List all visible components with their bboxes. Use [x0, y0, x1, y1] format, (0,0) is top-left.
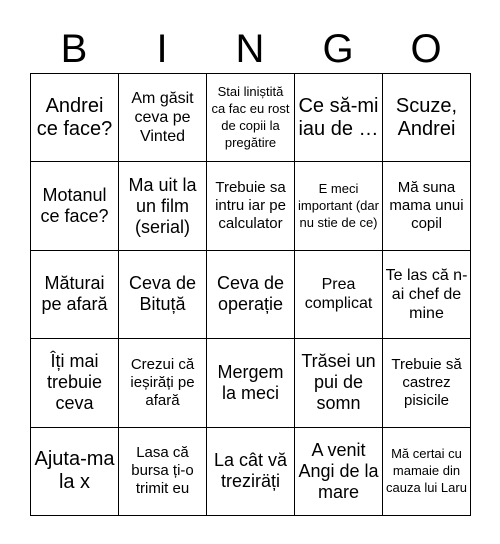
cell-text: Prea complicat: [304, 276, 373, 313]
cell-text: Îți mai trebuie ceva: [46, 351, 103, 414]
bingo-cell[interactable]: [31, 428, 119, 516]
bingo-cell[interactable]: [31, 162, 119, 250]
header-letter-b: B: [60, 27, 88, 71]
cell-text: Lasa că bursa ți-o trimit eu: [131, 444, 194, 498]
bingo-cell[interactable]: [119, 428, 207, 516]
bingo-cell[interactable]: [295, 251, 383, 339]
bingo-cell[interactable]: [119, 339, 207, 427]
cell-text: Crezui că ieșirăți pe afară: [130, 355, 195, 409]
bingo-cell[interactable]: [207, 428, 295, 516]
cell-text: Ceva de operație: [216, 273, 285, 315]
cell-text: Ceva de Bituță: [128, 273, 197, 315]
bingo-cell[interactable]: [295, 339, 383, 427]
cell-text: Stai liniștită ca fac eu rost de copii la pregătire: [211, 83, 290, 150]
bingo-cell[interactable]: [119, 162, 207, 250]
bingo-cell[interactable]: [295, 428, 383, 516]
cell-text: Mă certai cu mamaie din cauza lui Laru: [386, 445, 467, 495]
cell-text: Andrei ce face?: [36, 94, 113, 140]
cell-text: Mergem la meci: [217, 361, 284, 403]
bingo-cell[interactable]: [383, 251, 471, 339]
bingo-cell[interactable]: [31, 339, 119, 427]
bingo-cell[interactable]: [207, 251, 295, 339]
bingo-cell[interactable]: [207, 74, 295, 162]
cell-text: Trebuie sa intru iar pe calculator: [215, 179, 286, 233]
bingo-cell[interactable]: [119, 251, 207, 339]
bingo-header: [30, 24, 470, 74]
cell-text: Trebuie să castrez pisicile: [391, 355, 462, 409]
bingo-cell[interactable]: [295, 74, 383, 162]
header-letter-n: N: [235, 27, 265, 71]
bingo-cell[interactable]: [207, 339, 295, 427]
cell-text: Trăsei un pui de somn: [301, 351, 376, 414]
bingo-cell[interactable]: [31, 251, 119, 339]
cell-text: Mă suna mama unui copil: [389, 179, 464, 233]
cell-text: Ce să-mi iau de …: [298, 94, 379, 140]
cell-text: Te las că n-ai chef de mine: [385, 266, 468, 323]
cell-text: Scuze, Andrei: [395, 94, 458, 140]
bingo-cell[interactable]: [31, 74, 119, 162]
cell-text: Ajuta-ma la x: [34, 448, 115, 494]
header-letter-g: G: [322, 27, 354, 71]
cell-text: E meci important (dar nu stie de ce): [298, 180, 379, 230]
bingo-cell[interactable]: [207, 162, 295, 250]
header-letter-i: I: [156, 27, 168, 71]
cell-text: Măturai pe afară: [41, 273, 108, 315]
cell-text: La cât vă treziräți: [213, 450, 288, 492]
cell-text: Ma uit la un film (serial): [128, 174, 197, 237]
bingo-cell[interactable]: [383, 162, 471, 250]
cell-text: Motanul ce face?: [40, 185, 109, 227]
bingo-cell[interactable]: [383, 339, 471, 427]
bingo-cell[interactable]: [383, 74, 471, 162]
header-letter-o: O: [410, 27, 442, 71]
bingo-cell[interactable]: [119, 74, 207, 162]
bingo-cell[interactable]: [383, 428, 471, 516]
cell-text: Am găsit ceva pe Vinted: [131, 89, 194, 146]
cell-text: A venit Angi de la mare: [298, 439, 379, 502]
bingo-cell[interactable]: [295, 162, 383, 250]
bingo-card-grid: [30, 73, 471, 516]
